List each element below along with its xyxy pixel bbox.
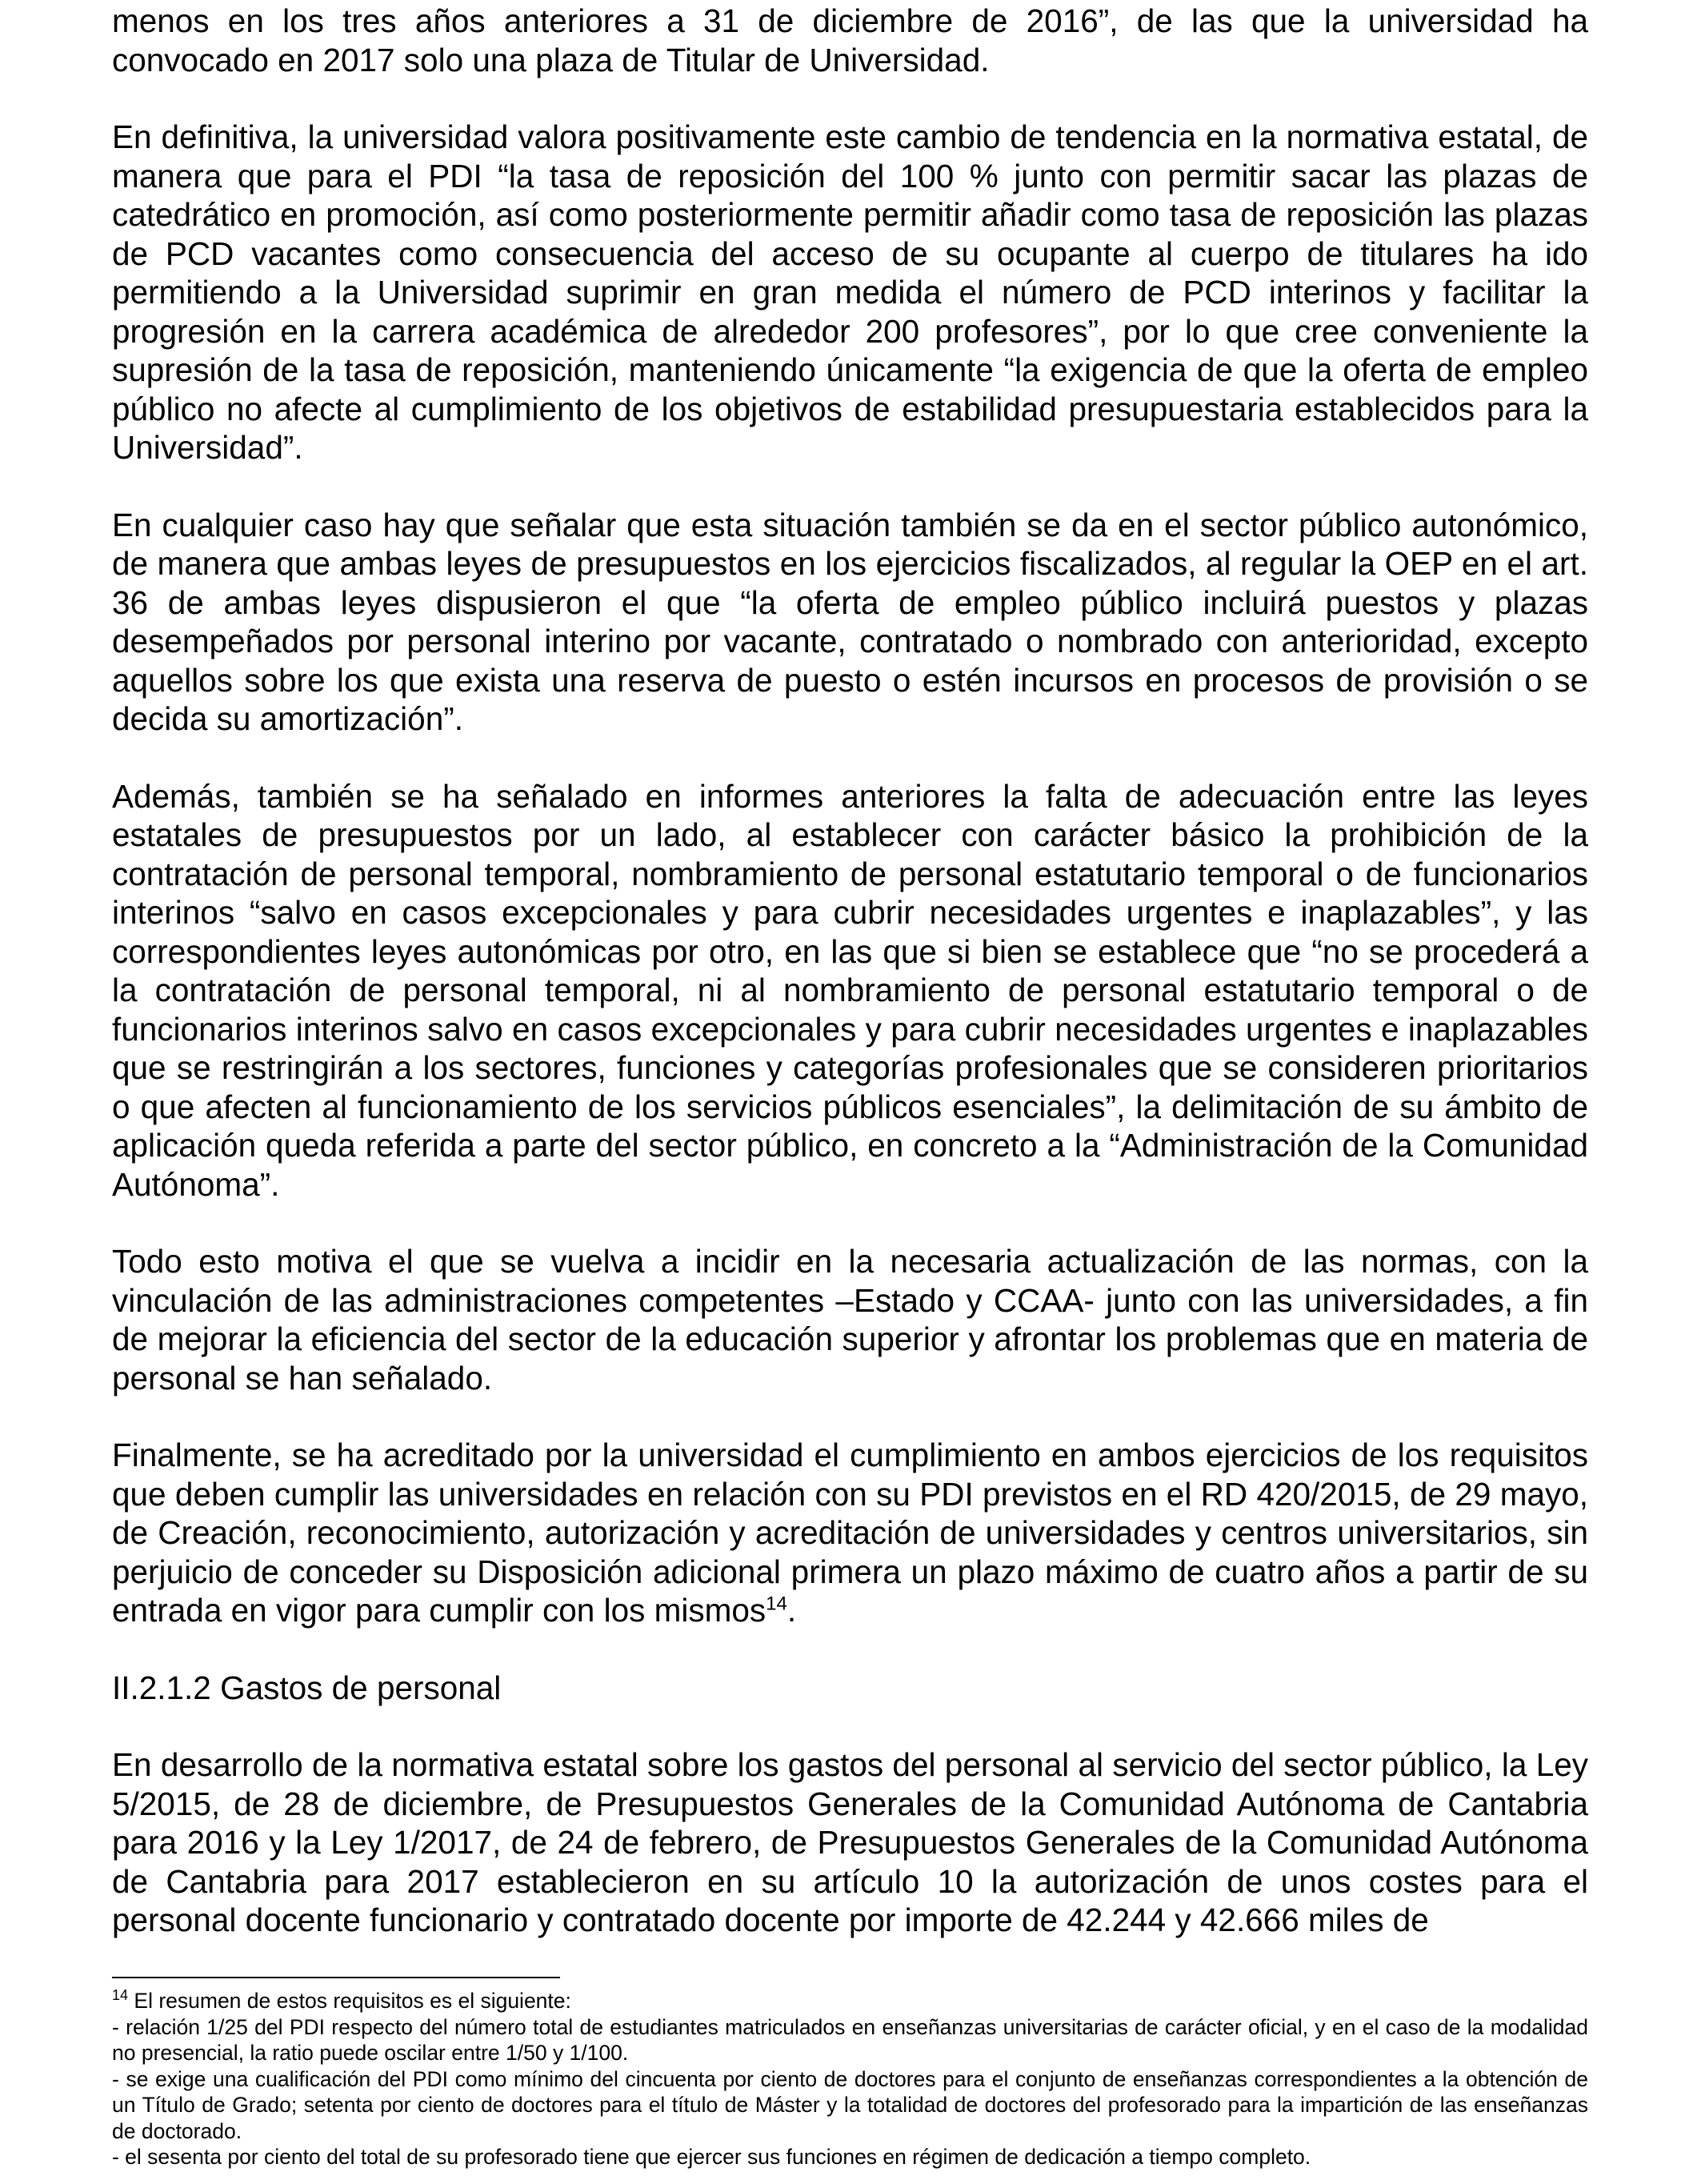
body-paragraph: En definitiva, la universidad valora positivamente este cambio de tendencia en la normativa estatal, de manera que para el PDI “la tasa de reposición del 100 % junto con permitir sacar las plazas de catedrático en promoción, así como posteriormente permitir añadir como tasa de reposición las plazas de PCD vacantes como consecuencia del acceso de su ocupante al cuerpo de titulares ha ido permitiendo a la Universidad suprimir en gran medida el número de PCD interinos y facilitar la progresión en la carrera académica de alrededor 200 profesores”, por lo que cree conveniente la supresión de la tasa de reposición, manteniendo únicamente “la exigencia de que la oferta de empleo público no afecte al cumplimiento de los objetivos de estabilidad presupuestaria establecidos para la Universidad”. bbox=[112, 118, 1588, 466]
footnote-intro bbox=[112, 1988, 1588, 2014]
body-paragraph: Además, también se ha señalado en informes anteriores la falta de adecuación entre las leyes estatales de presupuestos por un lado, al establecer con carácter básico la prohibición de la contratación de personal temporal, nombramiento de personal estatutario temporal o de funcionarios interinos “salvo en casos excepcionales y para cubrir necesidades urgentes e inaplazables”, y las correspondientes leyes autonómicas por otro, en las que si bien se establece que “no se procederá a la contratación de personal temporal, ni al nombramiento de personal estatutario temporal o de funcionarios interinos salvo en casos excepcionales y para cubrir necesidades urgentes e inaplazables que se restringirán a los sectores, funciones y categorías profesionales que se consideren prioritarios o que afecten al funcionamiento de los servicios públicos esenciales”, la delimitación de su ámbito de aplicación queda referida a parte del sector público, en concreto a la “Administración de la Comunidad Autónoma”. bbox=[112, 777, 1588, 1203]
section-heading: II.2.1.2 Gastos de personal bbox=[112, 1669, 502, 1706]
paragraph-end: . bbox=[786, 1592, 797, 1629]
body-paragraph-with-footnote bbox=[112, 1436, 1588, 1630]
body-paragraph: En cualquier caso hay que señalar que esta situación también se da en el sector público autonómico, de manera que ambas leyes de presupuestos en los ejercicios fiscalizados, al regular la OEP en el art. 36 de ambas leyes dispusieron el que “la oferta de empleo público incluirá puestos y plazas desempeñados por personal interino por vacante, contratado o nombrado con anterioridad, excepto aquellos sobre los que exista una reserva de puesto o estén incursos en procesos de provisión o se decida su amortización”. bbox=[112, 506, 1588, 737]
body-paragraph: menos en los tres años anteriores a 31 de diciembre de 2016”, de las que la universidad ha convocado en 2017 solo una plaza de Titular de Universidad. bbox=[112, 2, 1588, 78]
footnote-item: - el sesenta por ciento del total de su profesorado tiene que ejercer sus funciones en régimen de dedicación a tiempo completo. bbox=[112, 2145, 1311, 2169]
footnote-reference: 14 bbox=[766, 1593, 787, 1615]
document-page bbox=[112, 0, 1588, 1978]
footnote-item: - relación 1/25 del PDI respecto del número total de estudiantes matriculados en enseñanzas universitarias de carácter oficial, y en el caso de la modalidad no presencial, la ratio puede oscilar entre 1/50 y 1/100. bbox=[112, 2014, 1588, 2065]
body-paragraph: En desarrollo de la normativa estatal sobre los gastos del personal al servicio del sector público, la Ley 5/2015, de 28 de diciembre, de Presupuestos Generales de la Comunidad Autónoma de Cantabria para 2016 y la Ley 1/2017, de 24 de febrero, de Presupuestos Generales de la Comunidad Autónoma de Cantabria para 2017 establecieron en su artículo 10 la autorización de unos costes para el personal docente funcionario y contratado docente por importe de 42.244 y 42.666 miles de bbox=[112, 1746, 1588, 1938]
footnote-separator bbox=[112, 1977, 560, 1978]
footnote-number: 14 bbox=[112, 1987, 129, 2004]
footnote-block bbox=[112, 1988, 1588, 2170]
paragraph-text: Finalmente, se ha acreditado por la universidad el cumplimiento en ambos ejercicios de los requisitos que deben cumplir las universidades en relación con su PDI previstos en el RD 420/2015, de 29 mayo, de Creación, reconocimiento, autorización y acreditación de universidades y centros universitarios, sin perjuicio de conceder su Disposición adicional primera un plazo máximo de cuatro años a partir de su entrada en vigor para cumplir con los mismos bbox=[112, 1437, 1588, 1629]
footnote-intro-text: El resumen de estos requisitos es el siguiente: bbox=[128, 1989, 571, 2013]
body-paragraph: Todo esto motiva el que se vuelva a incidir en la necesaria actualización de las normas, con la vinculación de las administraciones competentes –Estado y CCAA- junto con las universidades, a fin de mejorar la eficiencia del sector de la educación superior y afrontar los problemas que en materia de personal se han señalado. bbox=[112, 1243, 1588, 1397]
footnote-item: - se exige una cualificación del PDI como mínimo del cincuenta por ciento de doctores para el conjunto de enseñanzas correspondientes a la obtención de un Título de Grado; setenta por ciento de doctores para el título de Máster y la totalidad de doctores del profesorado para la impartición de las enseñanzas de doctorado. bbox=[112, 2066, 1588, 2143]
